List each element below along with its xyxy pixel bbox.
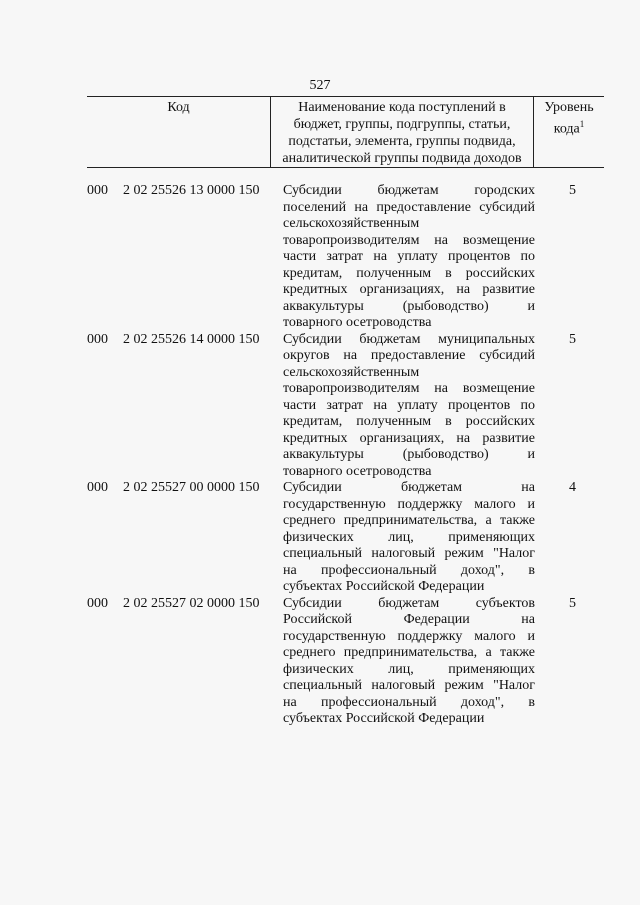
level-value: 5 (569, 183, 576, 198)
revenue-name-line: аквакультуры (рыбоводство) и (283, 298, 535, 314)
revenue-name-line: сельскохозяйственным (283, 216, 420, 231)
admin-code: 000 (87, 331, 108, 347)
revenue-name-line: кредитных организациях, на развитие (283, 282, 535, 297)
admin-code: 000 (87, 183, 108, 198)
revenue-name-line: специальный налоговый режим "Налог (283, 678, 535, 693)
revenue-name-line: Российской Федерации на (283, 612, 535, 627)
revenue-name-line: Субсидии бюджетам субъектов (283, 595, 535, 611)
revenue-name-line: Субсидии бюджетам на (283, 480, 535, 495)
header-name: Наименование кода поступлений в бюджет, группы, подгруппы, статьи, подстатьи, элемента, группы подвида, аналитической группы подвида доходов (271, 97, 534, 167)
revenue-name-line: субъектах Российской Федерации (283, 711, 485, 726)
revenue-name-line: государственную поддержку малого и (283, 496, 535, 512)
level-value: 5 (569, 595, 576, 611)
admin-code: 000 (87, 480, 108, 495)
header-level-label: Уровень кода (544, 100, 594, 137)
revenue-name-line: Субсидии бюджетам муниципальных (283, 331, 535, 347)
revenue-name-line: Субсидии бюджетам городских (283, 183, 535, 198)
revenue-name (283, 480, 535, 596)
revenue-name-line: субъектах Российской Федерации (283, 579, 485, 594)
revenue-name (283, 183, 535, 332)
revenue-code: 2 02 25526 13 0000 150 (123, 183, 260, 198)
revenue-name-line: физических лиц, применяющих (283, 661, 535, 677)
revenue-name-line: физических лиц, применяющих (283, 529, 535, 545)
revenue-name (283, 596, 535, 728)
table-body (87, 183, 604, 728)
revenue-name-line: среднего предпринимательства, а также (283, 513, 535, 528)
revenue-name-line: товаропроизводителям на возмещение (283, 232, 535, 248)
revenue-name-line: товарного осетроводства (283, 315, 432, 330)
revenue-name-line: округов на предоставление субсидий (283, 348, 535, 363)
revenue-name-line: на профессиональный доход", в (283, 562, 535, 578)
level-value: 4 (569, 480, 576, 495)
revenue-name-line: аквакультуры (рыбоводство) и (283, 447, 535, 462)
revenue-name-line: части затрат на уплату процентов по (283, 397, 535, 413)
revenue-code: 2 02 25527 02 0000 150 (123, 595, 260, 611)
revenue-name (283, 332, 535, 481)
revenue-name-line: кредитных организациях, на развитие (283, 430, 535, 446)
header-level (534, 97, 604, 167)
revenue-name-line: поселений на предоставление субсидий (283, 199, 535, 215)
header-code: Код (87, 97, 271, 167)
revenue-name-line: среднего предпринимательства, а также (283, 645, 535, 660)
revenue-name-line: товарного осетроводства (283, 463, 432, 479)
table-row (87, 183, 604, 332)
revenue-name-line: кредитам, полученным в российских (283, 265, 535, 281)
table-row (87, 332, 604, 481)
table-row (87, 480, 604, 596)
revenue-name-line: части затрат на уплату процентов по (283, 249, 535, 264)
header-level-footnote: 1 (579, 119, 585, 129)
table-header (87, 96, 604, 168)
table-row (87, 596, 604, 728)
revenue-name-line: специальный налоговый режим "Налог (283, 546, 535, 561)
level-value: 5 (569, 331, 576, 347)
admin-code: 000 (87, 595, 108, 611)
revenue-name-line: товаропроизводителям на возмещение (283, 381, 535, 396)
revenue-code: 2 02 25526 14 0000 150 (123, 331, 260, 347)
revenue-code: 2 02 25527 00 0000 150 (123, 480, 260, 495)
revenue-name-line: государственную поддержку малого и (283, 628, 535, 644)
revenue-name-line: кредитам, полученным в российских (283, 414, 535, 429)
page-number: 527 (309, 78, 331, 93)
revenue-name-line: сельскохозяйственным (283, 364, 420, 380)
revenue-name-line: на профессиональный доход", в (283, 694, 535, 710)
